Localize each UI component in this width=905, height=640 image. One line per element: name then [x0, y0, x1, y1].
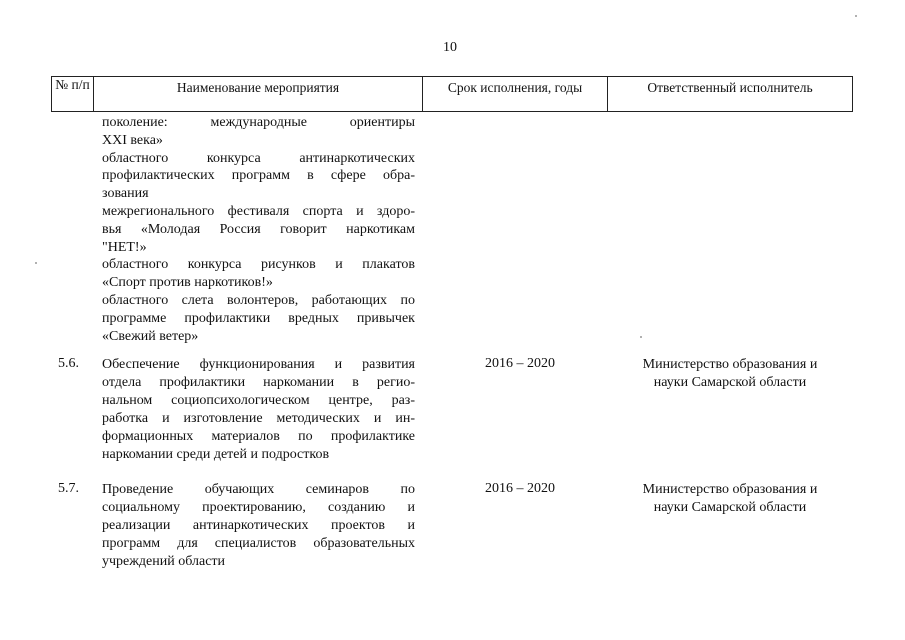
responsible-line: науки Самарской области: [653, 500, 807, 515]
text-line: Обеспечение функционирования и развития: [102, 357, 415, 372]
text-line: профилактических программ в сфере обра-: [102, 168, 415, 184]
text-line: учреждений области: [102, 554, 226, 569]
row-responsible: [620, 481, 840, 517]
header-term: Срок исполнения, годы: [423, 77, 608, 112]
row-name: [102, 481, 415, 571]
row-number: 5.7.: [58, 481, 79, 496]
text-line: областного слета волонтеров, работающих по: [102, 292, 415, 308]
text-line: "НЕТ!»: [102, 239, 147, 255]
table-header: [51, 76, 853, 112]
scan-speck: [640, 336, 642, 338]
row-term: 2016 – 2020: [485, 356, 555, 371]
row-name: [102, 356, 415, 464]
text-line: нальном социопсихологическом центре, раз-: [102, 393, 415, 408]
text-line: вья «Молодая Россия говорит наркотикам: [102, 221, 415, 237]
text-line: зования: [102, 186, 149, 202]
text-line: XXI века»: [102, 132, 163, 148]
continued-text: [102, 114, 415, 345]
text-line: наркомании среди детей и подростков: [102, 447, 330, 462]
text-line: межрегионального фестиваля спорта и здоро-: [102, 203, 415, 219]
header-responsible: Ответственный исполнитель: [608, 77, 853, 112]
row-number: 5.6.: [58, 356, 79, 371]
header-name: Наименование мероприятия: [94, 77, 423, 112]
text-line: формационных материалов по профилактике: [102, 429, 415, 444]
row-responsible: [620, 356, 840, 392]
header-num: № п/п: [52, 77, 94, 112]
page-number: 10: [443, 40, 457, 55]
text-line: программ для специалистов образовательных: [102, 536, 415, 551]
responsible-line: науки Самарской области: [653, 375, 807, 390]
row-term: 2016 – 2020: [485, 481, 555, 496]
scan-speck: [855, 15, 857, 17]
text-line: реализации антинаркотических проектов и: [102, 518, 415, 533]
text-line: социальному проектированию, созданию и: [102, 500, 415, 515]
text-line: Проведение обучающих семинаров по: [102, 482, 415, 497]
responsible-line: Министерство образования и: [642, 357, 818, 372]
text-line: программе профилактики вредных привычек: [102, 310, 415, 326]
text-line: отдела профилактики наркомании в регио-: [102, 375, 415, 390]
text-line: областного конкурса рисунков и плакатов: [102, 257, 415, 273]
text-line: «Свежий ветер»: [102, 328, 199, 344]
responsible-line: Министерство образования и: [642, 482, 818, 497]
text-line: работка и изготовление методических и ин-: [102, 411, 415, 426]
text-line: поколение: международные ориентиры: [102, 115, 415, 130]
text-line: областного конкурса антинаркотических: [102, 150, 415, 166]
text-line: «Спорт против наркотиков!»: [102, 275, 273, 291]
scan-speck: [35, 262, 37, 264]
